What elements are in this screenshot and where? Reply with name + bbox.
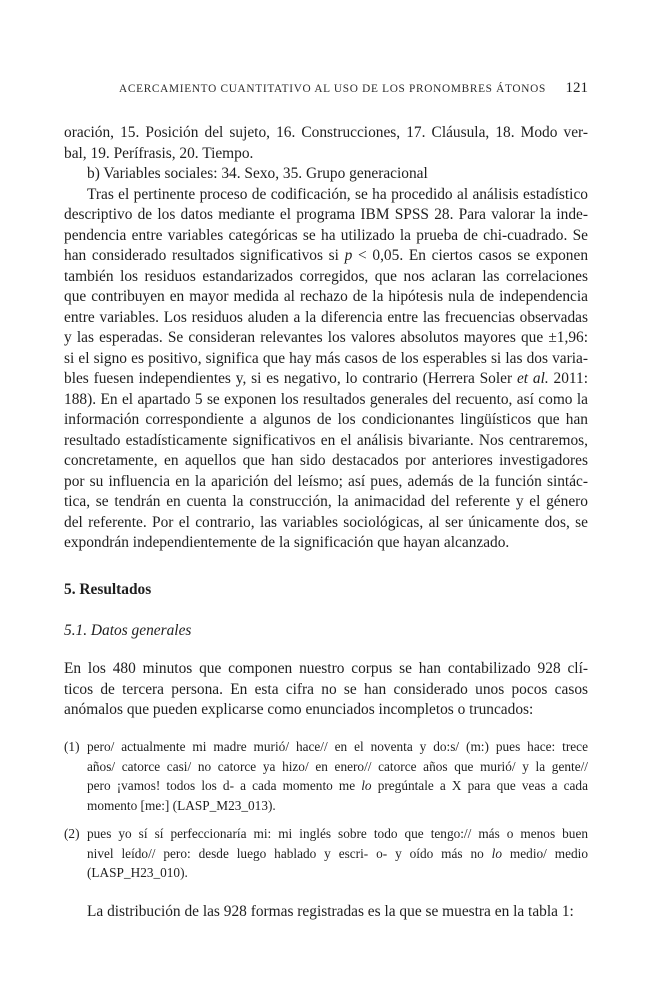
- text-line: tica, se tendrán en cuenta la construcción, la animacidad del referente y el género: [64, 493, 588, 510]
- text-line: pendencia entre variables categóricas se ha utilizado la prueba de chi-cuadrado. Se: [64, 226, 588, 244]
- text-line: 188). En el apartado 5 se exponen los resultados generales del recuento, así como la: [64, 390, 588, 408]
- text-line: si el signo es positivo, significa que hay más casos de los esperables si las dos varia-: [64, 349, 588, 367]
- text-line: información correspondiente a algunos de los condicionantes lingüísticos que han: [64, 411, 588, 428]
- text-line: que contribuyen en mayor medida al rechazo de la hipótesis nula de independencia: [64, 288, 588, 305]
- text-line: bal, 19. Perífrasis, 20. Tiempo.: [64, 144, 254, 162]
- paragraph-variables-linguisticas-end: [64, 123, 588, 164]
- example-line: pues yo sí sí perfeccionaría mi: mi inglés sobre todo que tengo:// más o menos buen: [87, 826, 588, 841]
- page-number: 121: [565, 80, 588, 96]
- paragraph-method: [64, 185, 588, 554]
- text-line: entre variables. Los residuos aluden a la diferencia entre las frecuencias observadas: [64, 308, 588, 326]
- text-line: han considerado resultados significativos si p < 0,05. En ciertos casos se exponen: [64, 247, 589, 264]
- text-line: concretamente, en aquellos que han sido destacados por anteriores investigadores: [64, 452, 588, 469]
- text-line: Tras el pertinente proceso de codificación, se ha procedido al análisis estadístico: [87, 185, 588, 203]
- example-line: pero/ actualmente mi madre murió/ hace// en el noventa y do:s/ (m:) pues hace: trece: [87, 739, 588, 754]
- text-line: ticos de tercera persona. En esta cifra no se han considerado unos pocos casos: [64, 680, 588, 698]
- running-head: [64, 80, 588, 100]
- example-line: pero ¡vamos! todos los d- a cada momento me lo pregúntale a X para que veas a cada: [87, 778, 588, 793]
- example-line: momento [me:] (LASP_M23_013).: [87, 797, 276, 813]
- text-line: también los residuos estandarizados corregidos, que nos aclaran las correlaciones: [64, 267, 588, 285]
- running-title: ACERCAMIENTO CUANTITATIVO AL USO DE LOS PRONOMBRES ÁTONOS: [119, 83, 546, 95]
- paragraph-datos-generales: [64, 659, 588, 721]
- paragraph-table-intro: [64, 902, 588, 923]
- text-line: bles fuesen independientes y, si es negativo, lo contrario (Herrera Soler et al. 2011:: [64, 370, 588, 387]
- example-line: años/ catorce casi/ no catorce ya hizo/ en enero// catorce años que murió/ y la gente//: [87, 758, 588, 774]
- text-line: expondrán independientemente de la significación que hayan alcanzado.: [64, 534, 510, 551]
- example-line: (LASP_H23_010).: [87, 865, 188, 880]
- text-line: por su influencia en la aparición del leísmo; así pues, además de la función sintác-: [64, 472, 588, 490]
- text-line: oración, 15. Posición del sujeto, 16. Construcciones, 17. Cláusula, 18. Modo ver-: [64, 124, 588, 141]
- example-number: (1): [64, 739, 80, 754]
- example-line: nivel leído// pero: desde luego hablado y escri- o- y oído más no lo medio/ medio: [87, 845, 588, 861]
- text-line: del referente. Por el contrario, las variables sociológicas, al ser únicamente dos, se: [64, 513, 588, 531]
- paragraph-variables-sociales: [64, 164, 588, 185]
- text-line: En los 480 minutos que componen nuestro corpus se han contabilizado 928 clí-: [64, 660, 588, 677]
- example-number: (2): [64, 826, 80, 841]
- text-line: descriptivo de los datos mediante el programa IBM SPSS 28. Para valorar la inde-: [64, 206, 588, 223]
- text-line: y las esperadas. Se consideran relevantes los valores absolutos mayores que ±1,96:: [64, 329, 588, 346]
- text-line: resultado estadísticamente significativos en el análisis bivariante. Nos centraremos,: [64, 431, 588, 449]
- subsection-heading: 5.1. Datos generales: [64, 622, 192, 639]
- section-heading: 5. Resultados: [64, 581, 152, 598]
- text-line: anómalos que pueden explicarse como enunciados incompletos o truncados:: [64, 701, 534, 718]
- text-line: b) Variables sociales: 34. Sexo, 35. Grupo generacional: [87, 165, 428, 182]
- text-line: La distribución de las 928 formas registradas es la que se muestra en la tabla 1:: [87, 903, 574, 920]
